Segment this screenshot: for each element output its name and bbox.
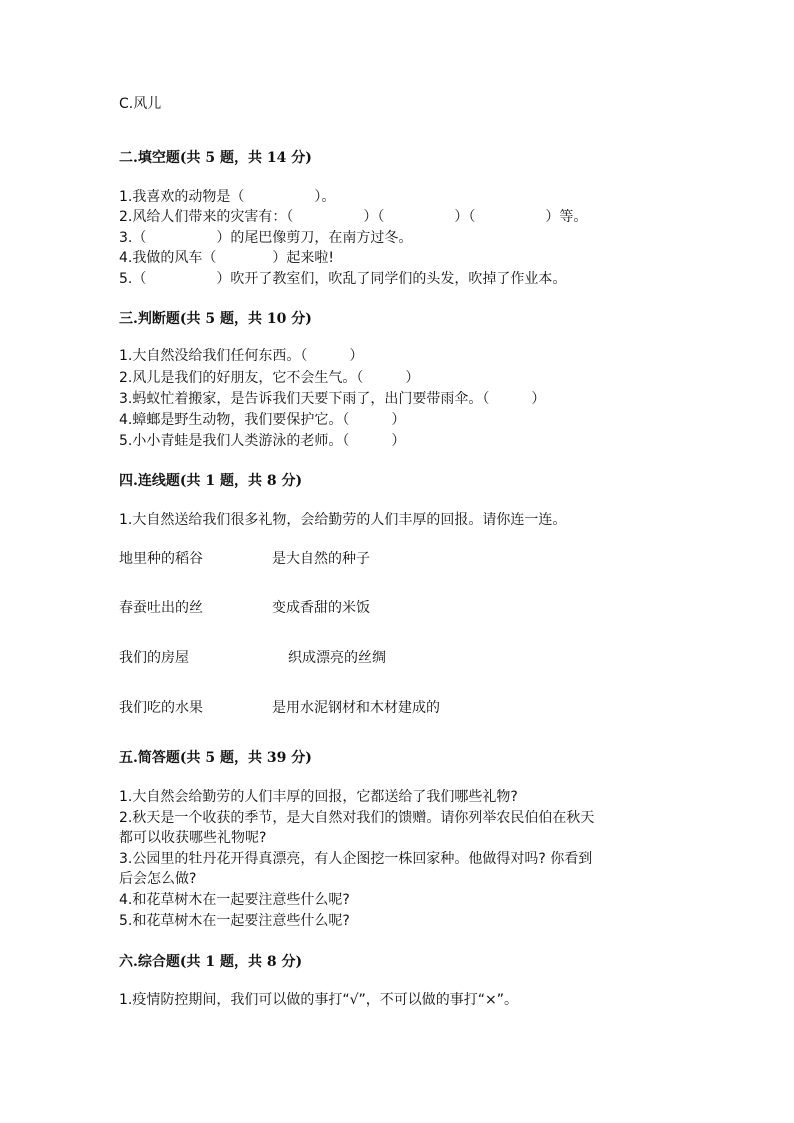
short-item-3-cont: 后会怎么做? <box>119 871 197 887</box>
section3-heading: 三.判断题(共 5 题，共 10 分) <box>119 311 312 327</box>
comp-prompt: 1.疫情防控期间，我们可以做的事打“√”，不可以做的事打“×”。 <box>119 992 519 1008</box>
match-left-4: 我们吃的水果 <box>119 700 203 716</box>
judge-item-3: 3.蚂蚁忙着搬家，是告诉我们天要下雨了，出门要带雨伞。（ ） <box>119 391 546 407</box>
fill-item-4: 4.我做的风车（ ）起来啦! <box>119 250 334 266</box>
section4-heading: 四.连线题(共 1 题，共 8 分) <box>119 473 303 489</box>
judge-item-4: 4.蟑螂是野生动物，我们要保护它。（ ） <box>119 412 406 428</box>
fill-item-2: 2.风给人们带来的灾害有：（ ）（ ）（ ）等。 <box>119 209 588 225</box>
match-left-1: 地里种的稻谷 <box>119 551 203 567</box>
judge-item-2: 2.风儿是我们的好朋友，它不会生气。（ ） <box>119 370 420 386</box>
fill-item-3: 3.（ ）的尾巴像剪刀，在南方过冬。 <box>119 230 413 246</box>
match-left-2: 春蚕吐出的丝 <box>119 600 203 616</box>
fill-item-1: 1.我喜欢的动物是（ ）。 <box>119 189 336 205</box>
section6-heading: 六.综合题(共 1 题，共 8 分) <box>119 954 303 970</box>
short-item-5: 5.和花草树木在一起要注意些什么呢? <box>119 913 350 929</box>
match-right-2: 变成香甜的米饭 <box>272 600 370 616</box>
fill-item-5: 5.（ ）吹开了教室们，吹乱了同学们的头发，吹掉了作业本。 <box>119 271 567 287</box>
short-item-1: 1.大自然会给勤劳的人们丰厚的回报，它都送给了我们哪些礼物? <box>119 789 518 805</box>
option-c: C.风儿 <box>119 96 162 112</box>
match-left-3: 我们的房屋 <box>119 650 189 666</box>
match-right-1: 是大自然的种子 <box>272 551 370 567</box>
match-right-3: 织成漂亮的丝绸 <box>288 650 386 666</box>
match-prompt: 1.大自然送给我们很多礼物，会给勤劳的人们丰厚的回报。请你连一连。 <box>119 512 567 528</box>
judge-item-5: 5.小小青蛙是我们人类游泳的老师。（ ） <box>119 433 406 449</box>
section5-heading: 五.简答题(共 5 题，共 39 分) <box>119 750 312 766</box>
short-item-3: 3.公园里的牡丹花开得真漂亮，有人企图挖一株回家种。他做得对吗? 你看到 <box>119 851 593 867</box>
match-right-4: 是用水泥钢材和木材建成的 <box>272 700 440 716</box>
judge-item-1: 1.大自然没给我们任何东西。（ ） <box>119 348 364 364</box>
section2-heading: 二.填空题(共 5 题，共 14 分) <box>119 150 312 166</box>
short-item-2: 2.秋天是一个收获的季节，是大自然对我们的馈赠。请你列举农民伯伯在秋天 <box>119 810 595 826</box>
short-item-4: 4.和花草树木在一起要注意些什么呢? <box>119 892 350 908</box>
short-item-2-cont: 都可以收获哪些礼物呢? <box>119 830 267 846</box>
